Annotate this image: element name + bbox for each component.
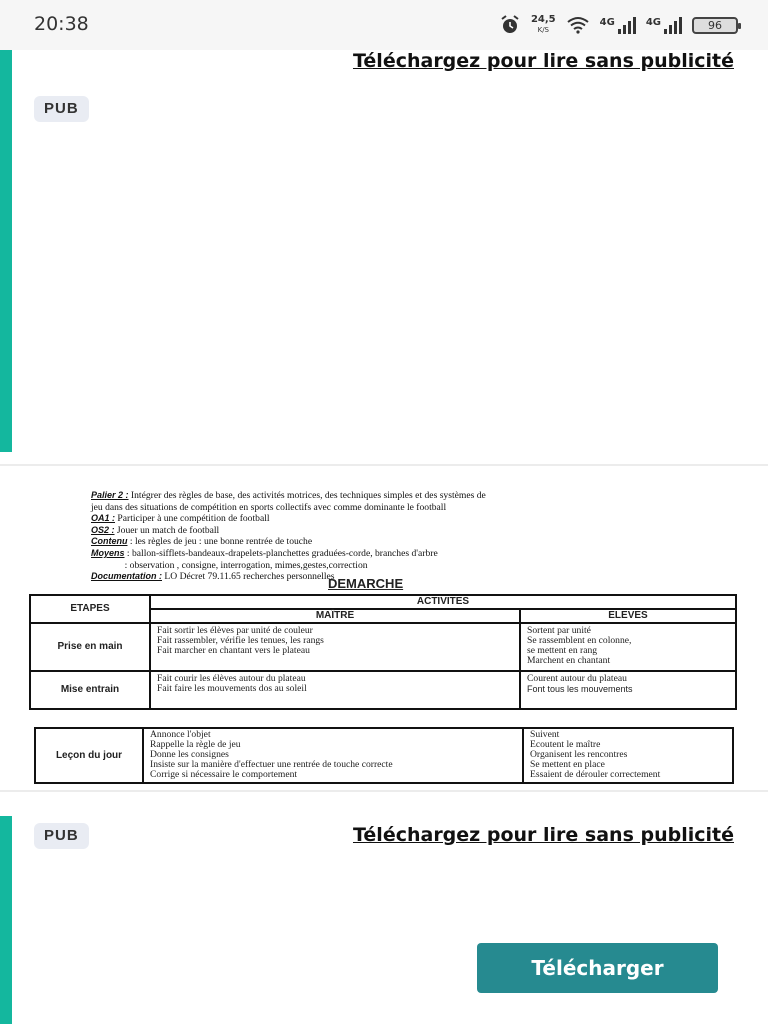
pub-badge: PUB — [34, 823, 89, 849]
page-divider — [0, 464, 768, 466]
network-speed — [531, 15, 556, 35]
table-row — [30, 623, 736, 671]
status-time: 20:38 — [34, 13, 89, 35]
battery-level: 96 — [708, 18, 722, 32]
ad-free-link[interactable]: Téléchargez pour lire sans publicité — [352, 824, 734, 846]
eleves-cell: Sortent par unité Se rassemblent en colonne, se mettent en rang Marchent en chantant — [520, 623, 736, 671]
network-type: 4G — [599, 16, 615, 28]
signal-icon — [600, 17, 636, 34]
col-maitre: MAÎTRE — [150, 609, 520, 623]
doc-line: Contenu : les règles de jeu : une bonne rentrée de touche — [91, 536, 313, 548]
doc-line: Palier 2 : Intégrer des règles de base, des activités motrices, des techniques simples et des systèmes de — [91, 490, 486, 501]
stage-cell: Mise entrain — [30, 671, 150, 709]
alarm-icon — [499, 15, 521, 35]
page-divider — [0, 790, 768, 792]
network-type: 4G — [645, 16, 661, 28]
doc-line: OA1 : Participer à une compétition de football — [91, 513, 270, 525]
ad-accent-bar — [0, 816, 12, 1024]
status-icons — [499, 12, 738, 38]
doc-line: jeu dans des situations de compétition en sports collectifs avec comme dominante le football — [91, 501, 447, 513]
eleves-cell: Courent autour du plateau Font tous les mouvements — [520, 671, 736, 709]
lesson-table — [34, 727, 734, 784]
doc-line: : observation , consigne, interrogation, mimes,gestes,correction — [91, 559, 368, 571]
battery-icon — [692, 17, 738, 34]
col-activites: ACTIVITES — [150, 595, 736, 609]
pub-badge: PUB — [34, 96, 89, 122]
table-row — [30, 671, 736, 709]
stage-cell: Leçon du jour — [35, 728, 143, 783]
download-button[interactable]: Télécharger — [477, 943, 718, 993]
col-etapes: ETAPES — [30, 595, 150, 623]
doc-line: Moyens : ballon-sifflets-bandeaux-drapelets-planchettes graduées-corde, branches d'arbre — [91, 547, 438, 559]
document-page — [0, 468, 768, 788]
status-bar — [0, 0, 768, 50]
doc-line: OS2 : Jouer un match de football — [91, 524, 220, 536]
signal-icon — [646, 17, 682, 34]
speed-value: 24,5 — [530, 14, 556, 25]
ad-free-link[interactable]: Téléchargez pour lire sans publicité — [352, 50, 734, 72]
speed-unit: K/S — [537, 26, 550, 34]
maitre-cell: Fait sortir les élèves par unité de couleur Fait rassembler, vérifie les tenues, les rangs Fait marcher en chantant vers le plateau — [150, 623, 520, 671]
maitre-cell: Fait courir les élèves autour du plateau Fait faire les mouvements dos au soleil — [150, 671, 520, 709]
eleves-cell: Suivent Ecoutent le maître Organisent les rencontres Se mettent en place Essaient de dérouler correctement — [523, 728, 733, 783]
document-header — [91, 490, 691, 583]
doc-line: Documentation : LO Décret 79.11.65 recherches personnelles — [91, 571, 335, 583]
ad-block — [0, 50, 768, 452]
table-row — [35, 728, 733, 783]
demarche-title: DEMARCHE — [328, 576, 404, 591]
wifi-icon — [566, 16, 590, 34]
ad-accent-bar — [0, 50, 12, 452]
maitre-cell: Annonce l'objet Rappelle la règle de jeu Donne les consignes Insiste sur la manière d'effectuer une rentrée de touche correcte Corrige si nécessaire le comportement — [143, 728, 523, 783]
stage-cell: Prise en main — [30, 623, 150, 671]
activities-table — [29, 594, 737, 710]
col-eleves: ELEVES — [520, 609, 736, 623]
